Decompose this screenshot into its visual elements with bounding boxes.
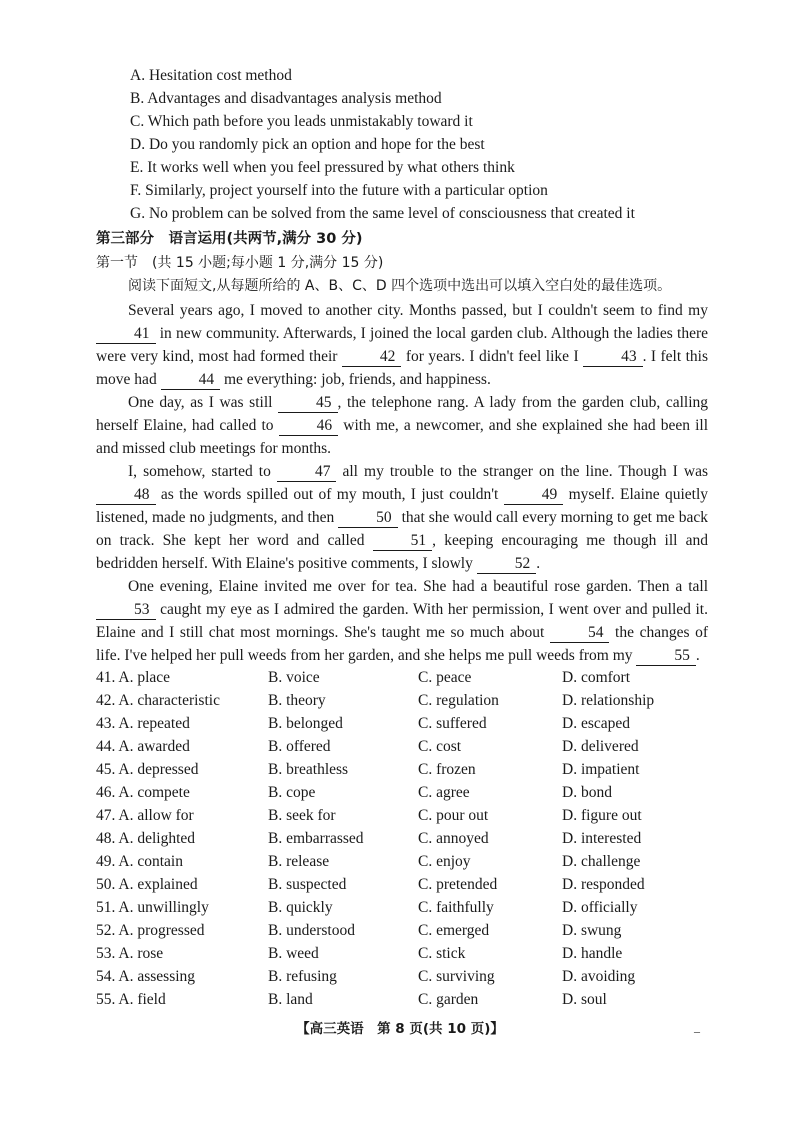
choice-a: 46. A. compete [96, 784, 190, 801]
choice-d: D. officially [562, 899, 638, 916]
option-a: A. Hesitation cost method [130, 67, 292, 84]
choice-b: B. understood [268, 922, 355, 939]
choice-b: B. release [268, 853, 330, 870]
option-c: C. Which path before you leads unmistakably toward it [130, 113, 473, 130]
choice-b: B. suspected [268, 876, 347, 893]
blank-43: 43 [583, 348, 643, 367]
choice-a: 49. A. contain [96, 853, 183, 870]
choice-b: B. seek for [268, 807, 336, 824]
choice-d: D. figure out [562, 807, 642, 824]
choice-b: B. belonged [268, 715, 343, 732]
choice-c: C. frozen [418, 761, 476, 778]
choice-c: C. emerged [418, 922, 490, 939]
question-row [96, 898, 716, 918]
blank-48: 48 [96, 486, 156, 505]
choice-d: D. challenge [562, 853, 641, 870]
choice-a: 50. A. explained [96, 876, 198, 893]
question-row [96, 714, 716, 734]
choice-b: B. land [268, 991, 313, 1008]
blank-53: 53 [96, 601, 156, 620]
choice-c: C. stick [418, 945, 466, 962]
choice-a: 53. A. rose [96, 945, 164, 962]
part3-heading: 第三部分 语言运用(共两节,满分 30 分) [96, 231, 363, 247]
choice-b: B. embarrassed [268, 830, 364, 847]
question-row [96, 783, 716, 803]
option-d: D. Do you randomly pick an option and hope for the best [130, 136, 485, 153]
choice-d: D. escaped [562, 715, 630, 732]
choice-c: C. peace [418, 669, 472, 686]
choice-c: C. regulation [418, 692, 499, 709]
choice-c: C. annoyed [418, 830, 489, 847]
blank-45: 45 [278, 394, 338, 413]
blank-50: 50 [338, 509, 398, 528]
question-row [96, 875, 716, 895]
question-row [96, 852, 716, 872]
choice-c: C. suffered [418, 715, 487, 732]
choice-c: C. pour out [418, 807, 489, 824]
choice-a: 55. A. field [96, 991, 166, 1008]
option-g: G. No problem can be solved from the same level of consciousness that created it [130, 205, 635, 222]
choice-a: 43. A. repeated [96, 715, 190, 732]
blank-54: 54 [550, 624, 610, 643]
choice-d: D. soul [562, 991, 607, 1008]
choice-d: D. comfort [562, 669, 631, 686]
choice-b: B. breathless [268, 761, 349, 778]
choice-d: D. relationship [562, 692, 655, 709]
blank-55: 55 [636, 647, 696, 666]
choice-c: C. garden [418, 991, 479, 1008]
choice-b: B. refusing [268, 968, 337, 985]
blank-44: 44 [161, 371, 221, 390]
choice-a: 54. A. assessing [96, 968, 196, 985]
choice-c: C. cost [418, 738, 462, 755]
page-footer: 【高三英语 第 8 页(共 10 页)】 [296, 1021, 504, 1037]
blank-52: 52 [477, 555, 537, 574]
choice-d: D. delivered [562, 738, 639, 755]
blank-46: 46 [279, 417, 339, 436]
choice-c: C. pretended [418, 876, 498, 893]
choice-a: 44. A. awarded [96, 738, 190, 755]
choice-a: 48. A. delighted [96, 830, 196, 847]
choice-d: D. bond [562, 784, 612, 801]
option-f: F. Similarly, project yourself into the future with a particular option [130, 182, 548, 199]
blank-47: 47 [277, 463, 337, 482]
passage-paragraph-1: Several years ago, I moved to another city. Months passed, but I couldn't seem to find my 41 in new community. Afterwards, I joined the local garden club. Although the ladies there were very kind, most had formed their 42 for years. I didn't feel like I 43 . I felt this move had 44 me everything: job, friends, and happiness. [96, 302, 709, 388]
question-row [96, 760, 716, 780]
blank-51: 51 [373, 532, 433, 551]
question-row [96, 668, 716, 688]
question-row [96, 967, 716, 987]
choice-d: D. avoiding [562, 968, 636, 985]
choice-b: B. quickly [268, 899, 333, 916]
passage-paragraph-3: I, somehow, started to 47 all my trouble to the stranger on the line. Though I was 48 as the words spilled out of my mouth, I just couldn't 49 myself. Elaine quietly listened, made no judgments, and then 50 that she would call every morning to get me back on track. She kept her word and called 51 , keeping encouraging me though ill and bedridden herself. With Elaine's positive comments, I slowly 52 . [96, 463, 709, 572]
choice-a: 51. A. unwillingly [96, 899, 209, 916]
instructions: 阅读下面短文,从每题所给的 A、B、C、D 四个选项中选出可以填入空白处的最佳选项。 [128, 278, 672, 294]
choice-b: B. offered [268, 738, 331, 755]
question-row [96, 691, 716, 711]
question-row [96, 944, 716, 964]
choice-a: 52. A. progressed [96, 922, 205, 939]
section1-heading: 第一节 (共 15 小题;每小题 1 分,满分 15 分) [96, 255, 384, 271]
choice-b: B. weed [268, 945, 319, 962]
choice-b: B. voice [268, 669, 320, 686]
question-row [96, 737, 716, 757]
choice-a: 45. A. depressed [96, 761, 199, 778]
choice-b: B. theory [268, 692, 326, 709]
question-row [96, 806, 716, 826]
choice-d: D. impatient [562, 761, 640, 778]
choice-b: B. cope [268, 784, 316, 801]
choice-c: C. faithfully [418, 899, 494, 916]
question-row [96, 829, 716, 849]
choice-a: 42. A. characteristic [96, 692, 220, 709]
blank-41: 41 [96, 325, 156, 344]
passage-paragraph-2: One day, as I was still 45 , the telephone rang. A lady from the garden club, calling herself Elaine, had called to 46 with me, a newcomer, and she explained she had been ill and missed club meetings for months. [96, 394, 709, 457]
choice-c: C. surviving [418, 968, 495, 985]
passage-paragraph-4: One evening, Elaine invited me over for tea. She had a beautiful rose garden. Then a tall 53 caught my eye as I admired the garden. With her permission, I went over and pulled it. Elaine and I still chat most mornings. She's taught me so much about 54 the changes of life. I've helped her pull weeds from her garden, and she helps me pull weeds from my 55 . [96, 578, 709, 664]
option-b: B. Advantages and disadvantages analysis method [130, 90, 442, 107]
choice-a: 41. A. place [96, 669, 171, 686]
choice-d: D. handle [562, 945, 623, 962]
choice-c: C. agree [418, 784, 470, 801]
blank-42: 42 [342, 348, 402, 367]
choice-c: C. enjoy [418, 853, 471, 870]
question-row [96, 921, 716, 941]
question-row [96, 990, 716, 1010]
blank-49: 49 [504, 486, 564, 505]
choice-d: D. interested [562, 830, 642, 847]
choice-a: 47. A. allow for [96, 807, 194, 824]
choice-d: D. swung [562, 922, 622, 939]
choice-d: D. responded [562, 876, 645, 893]
footer-mark: – [694, 1024, 700, 1038]
option-e: E. It works well when you feel pressured by what others think [130, 159, 515, 176]
